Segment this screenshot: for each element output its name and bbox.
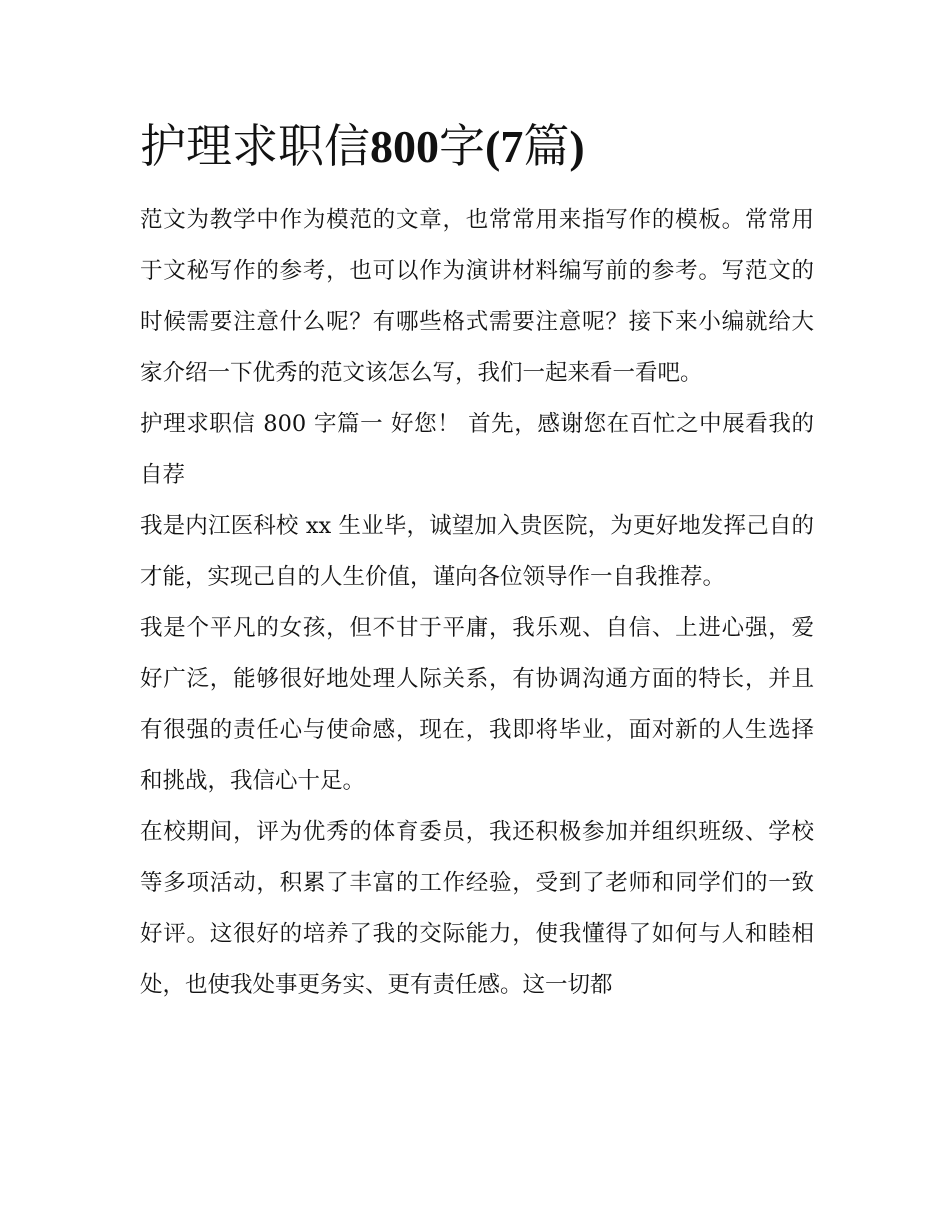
- paragraph-intro: 范文为教学中作为模范的文章，也常常用来指写作的模板。常常用于文秘写作的参考，也可以作为演讲材料编写前的参考。写范文的时候需要注意什么呢？有哪些格式需要注意呢？接下来小编就给大家介绍一下优秀的范文该怎么写，我们一起来看一看吧。: [140, 207, 814, 386]
- paragraph-school-experience: 在校期间，评为优秀的体育委员，我还积极参加并组织班级、学校等多项活动，积累了丰富的工作经验，受到了老师和同学们的一致好评。这很好的培养了我的交际能力，使我懂得了如何与人和睦相处，也使我处事更务实、更有责任感。这一切都: [140, 819, 814, 998]
- paragraph-self-intro: 我是内江医科校 xx 生业毕，诚望加入贵医院，为更好地发挥己自的才能，实现己自的人生价值，谨向各位领导作一自我推荐。: [140, 513, 814, 590]
- title-text-2: 字: [439, 119, 485, 173]
- paragraph-personality: 我是个平凡的女孩，但不甘于平庸，我乐观、自信、上进心强，爱好广泛，能够很好地处理人际关系，有协调沟通方面的特长，并且有很强的责任心与使命感，现在，我即将毕业，面对新的人生选择和挑战，我信心十足。: [140, 615, 814, 794]
- title-number: 800: [370, 121, 439, 172]
- paragraph-greeting: 护理求职信 800 字篇一 好您！ 首先，感谢您在百忙之中展看我的自荐: [140, 411, 814, 488]
- title-text-1: 护理求职信: [140, 119, 370, 173]
- title-close-paren: ): [569, 121, 585, 172]
- document-page: [140, 112, 814, 1011]
- title-count: (7: [485, 121, 524, 172]
- document-title: [140, 112, 814, 181]
- title-text-3: 篇: [523, 119, 570, 173]
